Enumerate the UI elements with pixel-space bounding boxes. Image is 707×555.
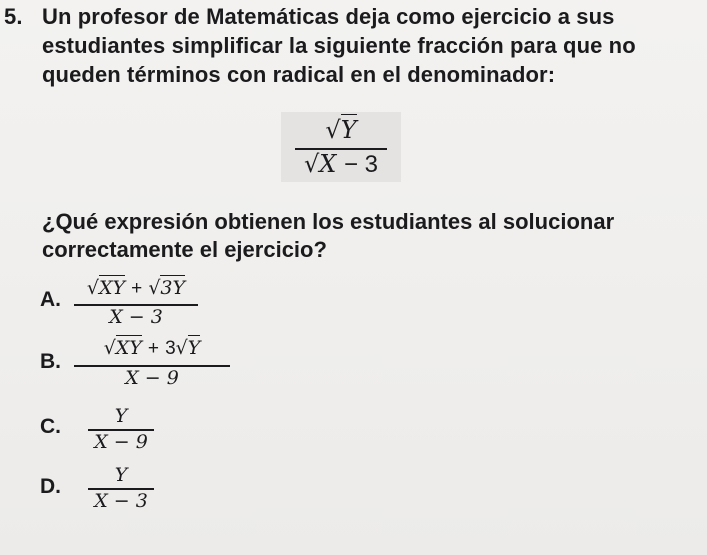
option-c-denominator: X − 9 [94, 431, 148, 453]
option-b[interactable] [40, 336, 280, 389]
option-b-denominator: X − 9 [125, 367, 179, 389]
option-d-denominator: X − 3 [94, 490, 148, 512]
option-a-denominator: X − 3 [109, 306, 163, 328]
question-line-2: estudiantes simplificar la siguiente fracción para que no [42, 33, 636, 58]
question-line-1: 5. Un profesor de Matemáticas deja como ejercicio a sus [4, 4, 615, 29]
given-fraction [281, 112, 401, 182]
option-d[interactable] [40, 463, 190, 513]
option-b-letter: B. [40, 350, 61, 373]
option-c-letter: C. [40, 415, 61, 438]
prompt-text [42, 208, 697, 264]
option-b-fraction [74, 336, 230, 388]
prompt-line-1: ¿Qué expresión obtienen los estudiantes al solucionar [42, 209, 615, 234]
given-denominator: √X − 3 [303, 150, 379, 178]
prompt-line-2: correctamente el ejercicio? [42, 237, 327, 262]
option-d-letter: D. [40, 475, 61, 498]
option-b-numerator: √XY + 3√Y [103, 337, 201, 359]
given-fraction-expression [295, 116, 387, 180]
option-a-fraction [74, 276, 198, 328]
option-c-numerator: Y [114, 405, 128, 427]
option-a-letter: A. [40, 288, 61, 311]
option-a[interactable] [40, 276, 240, 326]
question-line-3: queden términos con radical en el denominador: [42, 62, 556, 87]
question-text [4, 2, 699, 89]
option-c-fraction [88, 404, 154, 454]
option-c[interactable] [40, 404, 190, 454]
given-numerator: √Y [325, 116, 357, 144]
option-d-fraction [88, 463, 154, 513]
option-d-numerator: Y [114, 464, 128, 486]
option-a-numerator: √XY + √3Y [86, 277, 186, 299]
question-number: 5. [4, 4, 23, 29]
